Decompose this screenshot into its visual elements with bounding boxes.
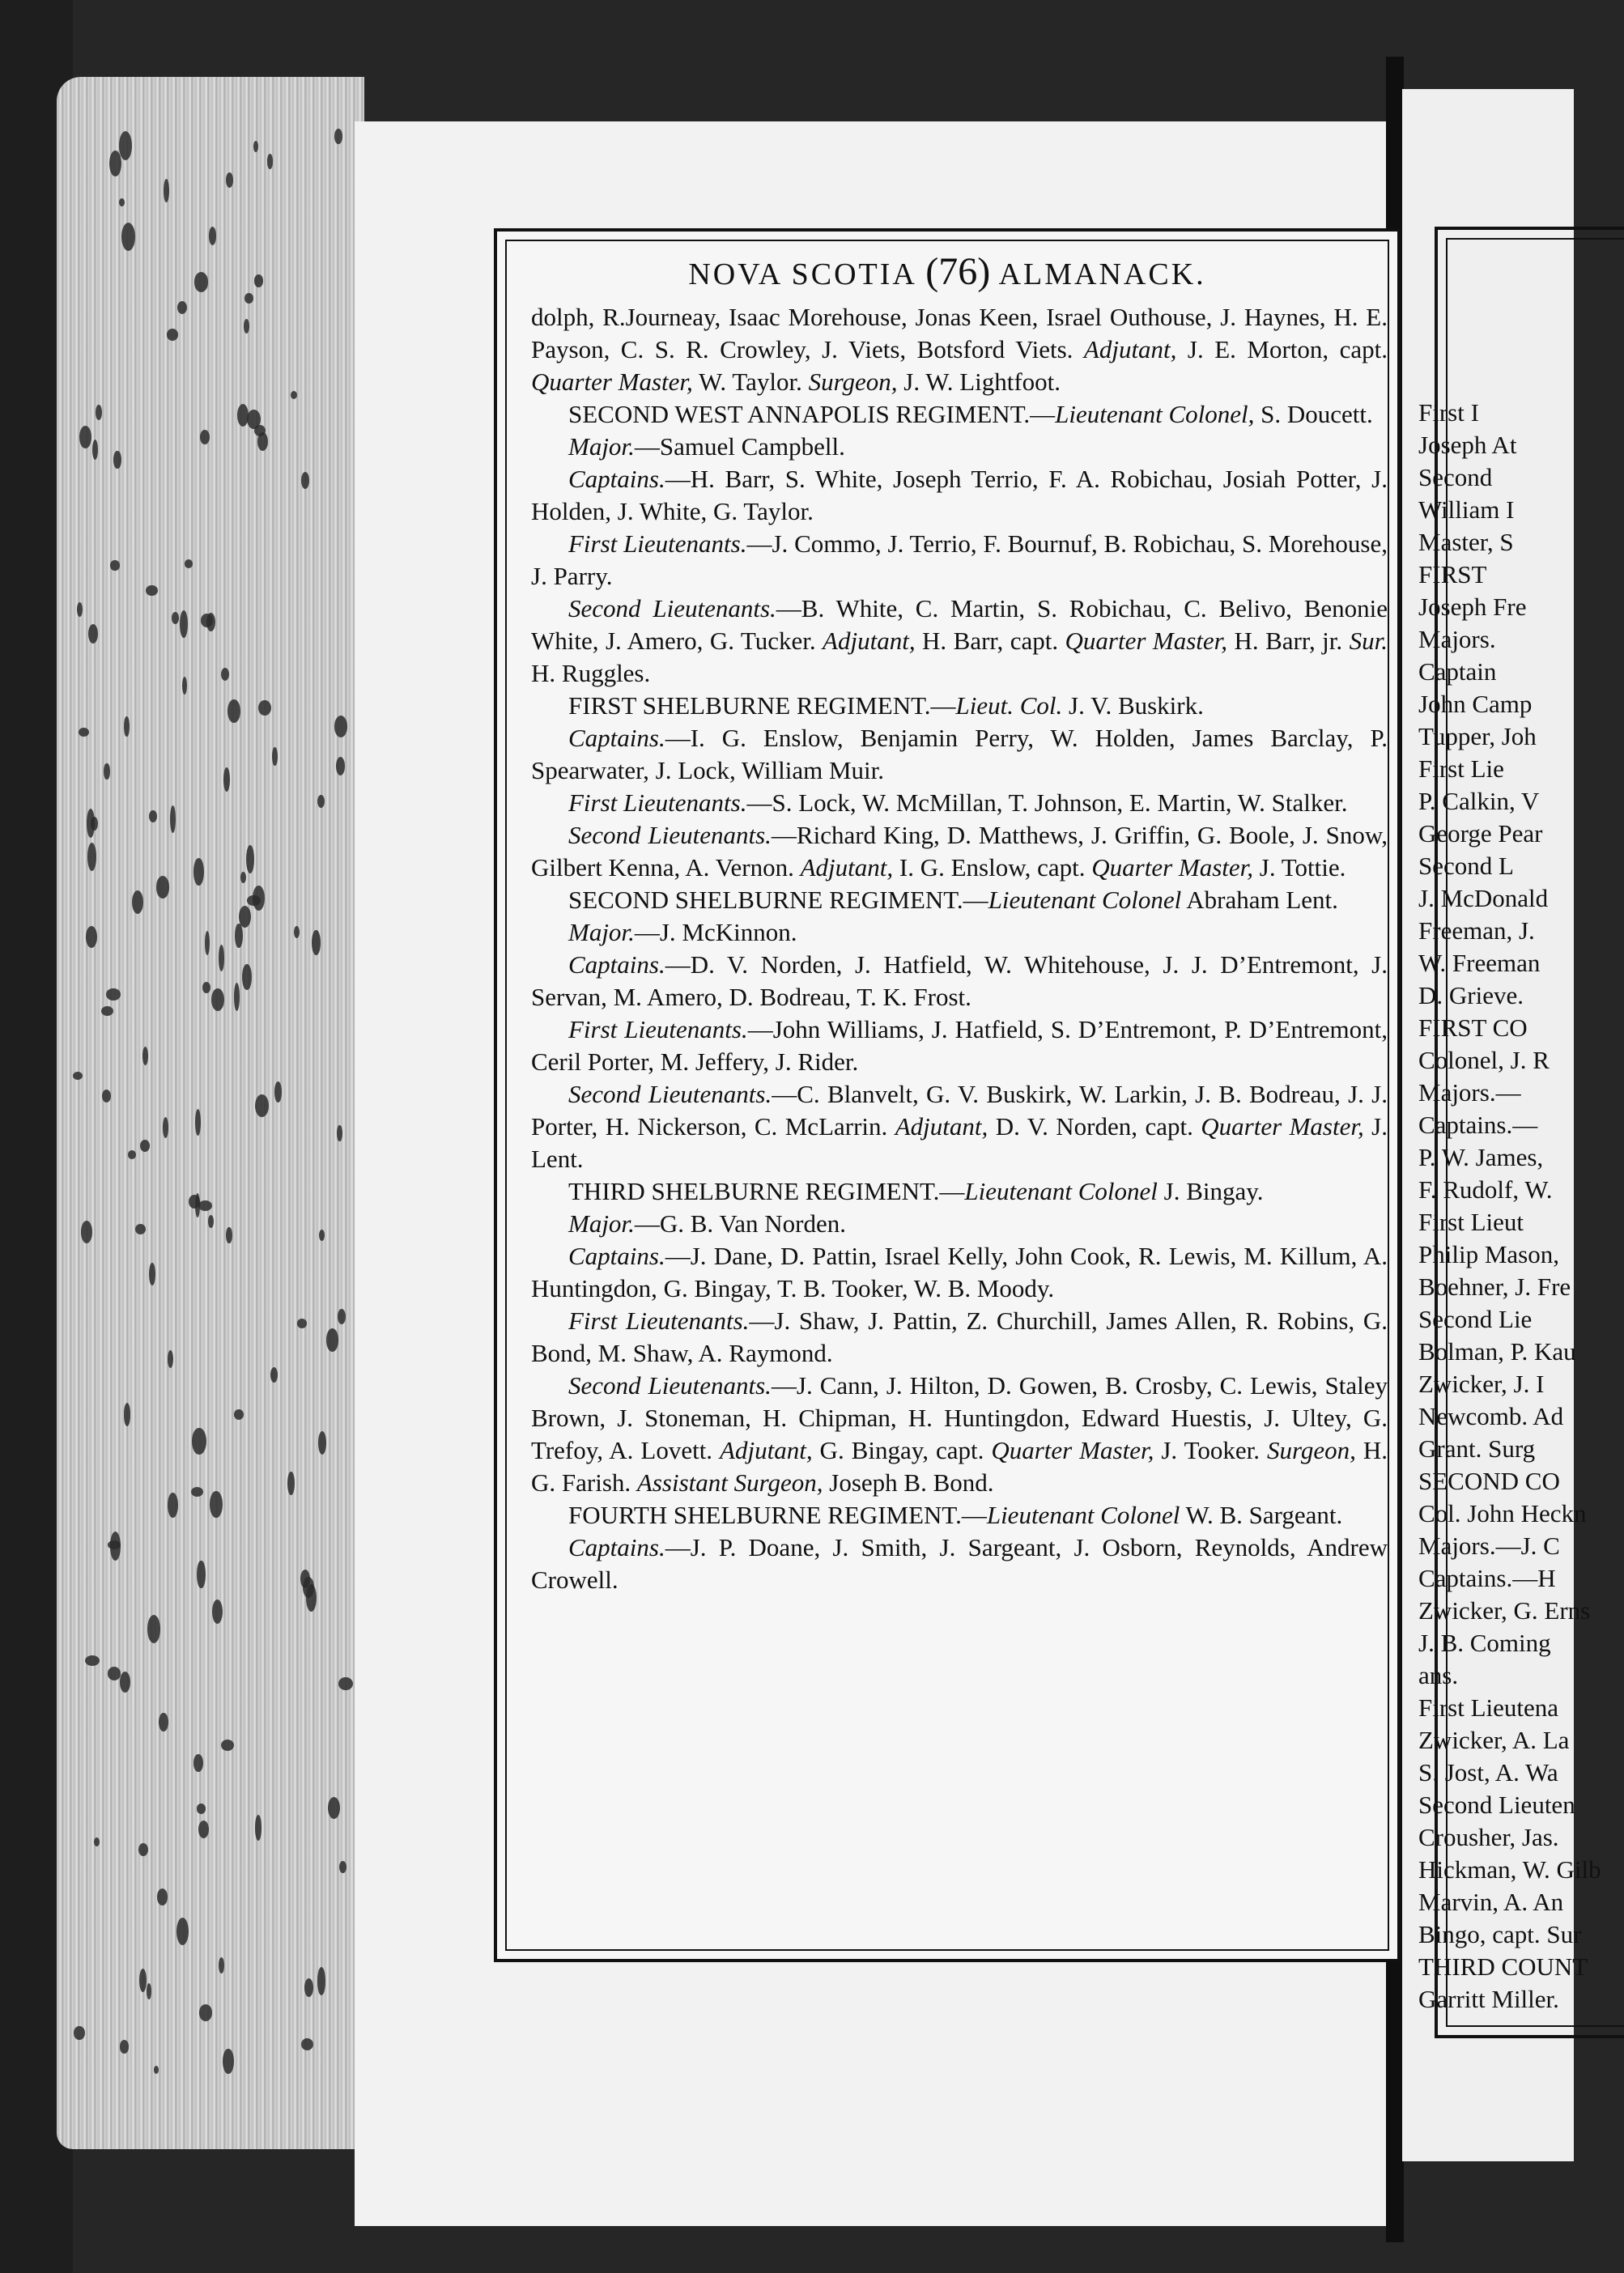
foxing-spot (85, 1655, 100, 1666)
foxing-spot (211, 988, 225, 1012)
right-page-line: Zwicker, G. Erns (1418, 1596, 1591, 1625)
foxing-spot (146, 585, 158, 596)
right-page-line: F. Rudolf, W. (1418, 1175, 1553, 1204)
paragraph (531, 463, 1388, 528)
foxing-spot (128, 1150, 136, 1159)
italic-label: Captains. (568, 724, 665, 752)
right-page-line: Hickman, W. Gilb (1418, 1855, 1601, 1884)
foxing-spot (176, 1918, 189, 1945)
right-page-line: D. Grieve. (1418, 981, 1524, 1009)
running-header (497, 249, 1397, 294)
foxing-spot (102, 1090, 111, 1103)
foxing-spot (326, 1328, 338, 1351)
paragraph (531, 431, 1388, 463)
foxing-spot (88, 624, 98, 644)
text-run: H. Ruggles. (531, 659, 651, 687)
foxing-spot (205, 931, 210, 955)
italic-label: First Lieutenants. (568, 529, 747, 558)
text-run: I. G. Enslow, capt. (893, 853, 1092, 882)
foxing-spot (167, 329, 178, 341)
foxing-spot (244, 293, 253, 304)
italic-label: Quarter Master, (1065, 627, 1228, 655)
italic-label: Second Lieutenants. (568, 594, 776, 622)
paragraph (531, 1078, 1388, 1175)
text-run: —I. G. Enslow, Benjamin Perry, W. Holden, James Barclay, P. Spearwater, J. Lock, William Muir. (531, 724, 1388, 784)
foxing-spot (87, 809, 95, 837)
text-run: J. Lent. (531, 1112, 1388, 1173)
text-run: J. Tottie. (1253, 853, 1346, 882)
foxing-spot (246, 845, 254, 873)
foxing-spot (209, 227, 216, 245)
text-run: —J. Cann, J. Hilton, D. Gowen, B. Crosby, C. Lewis, Staley Brown, J. Stoneman, H. Chipman, H. Huntingdon, Edward Huestis, J. Ultey, G. Trefoy, A. Lovett. (531, 1371, 1388, 1464)
right-page-line: Col. John Heckn (1418, 1499, 1587, 1527)
foxing-spot (74, 2026, 84, 2039)
text-run: J. V. Buskirk. (1062, 691, 1204, 720)
italic-label: Major. (568, 918, 635, 946)
foxing-spot (223, 767, 230, 792)
text-run: THIRD SHELBURNE REGIMENT.— (568, 1177, 965, 1205)
foxing-spot (198, 1821, 209, 1838)
foxing-spot (110, 1532, 121, 1560)
foxing-spot (239, 906, 251, 928)
foxing-spot (272, 747, 277, 766)
foxing-spot (219, 945, 224, 971)
right-page (1402, 89, 1601, 2161)
page-edges (57, 77, 364, 2149)
foxing-spot (121, 223, 135, 251)
right-page-line: Second Lieuten (1418, 1791, 1575, 1819)
text-run: —G. B. Van Norden. (634, 1209, 847, 1238)
italic-label: Adjutant, (1083, 335, 1177, 363)
paragraph (531, 1305, 1388, 1370)
foxing-spot (328, 1797, 340, 1819)
foxing-spot (139, 1969, 147, 1992)
foxing-spot (149, 1263, 155, 1285)
italic-label: Adjutant, (720, 1436, 813, 1464)
foxing-spot (221, 668, 229, 681)
right-page-line: Zwicker, A. La (1418, 1726, 1570, 1754)
text-run: Abraham Lent. (1181, 886, 1338, 914)
text-run: —C. Blanvelt, G. V. Buskirk, W. Larkin, J. B. Bodreau, J. J. Porter, H. Nickerson, C. McLarrin. (531, 1080, 1388, 1141)
foxing-spot (208, 1215, 214, 1228)
foxing-spot (195, 1193, 200, 1217)
foxing-spot (318, 1431, 326, 1455)
foxing-spot (96, 405, 102, 420)
text-run: SECOND WEST ANNAPOLIS REGIMENT.— (568, 400, 1056, 428)
right-page-line: S. Jost, A. Wa (1418, 1758, 1558, 1787)
right-page-line: Majors.—J. C (1418, 1532, 1560, 1560)
text-run: G. Bingay, capt. (812, 1436, 992, 1464)
right-page-text (1418, 397, 1601, 2016)
right-page-line: Crousher, Jas. (1418, 1823, 1559, 1851)
foxing-spot (334, 129, 342, 143)
foxing-spot (267, 154, 274, 168)
paragraph (531, 528, 1388, 593)
foxing-spot (182, 677, 187, 695)
right-page-line: Colonel, J. R (1418, 1046, 1550, 1074)
right-page-line: J. McDonald (1418, 884, 1549, 912)
italic-label: First Lieutenants. (568, 788, 747, 817)
right-page-line: Joseph At (1418, 431, 1517, 459)
foxing-spot (210, 1491, 222, 1519)
foxing-spot (138, 1843, 148, 1856)
foxing-spot (319, 1230, 325, 1241)
text-run: Joseph B. Bond. (823, 1468, 994, 1497)
paragraph (531, 1208, 1388, 1240)
foxing-spot (339, 1861, 346, 1873)
text-run: —B. White, C. Martin, S. Robichau, C. Belivo, Benonie White, J. Amero, G. Tucker. (531, 594, 1388, 655)
right-page-line: John Camp (1418, 690, 1533, 718)
foxing-spot (124, 716, 129, 737)
italic-label: Adjutant, (895, 1112, 988, 1141)
foxing-spot (157, 1889, 168, 1905)
italic-label: Surgeon, (1266, 1436, 1356, 1464)
right-page-line: First Lieutena (1418, 1693, 1559, 1722)
text-run: —J. P. Doane, J. Smith, J. Sargeant, J. Osborn, Reynolds, Andrew Crowell. (531, 1533, 1388, 1594)
text-run: dolph, R.Journeay, Isaac Morehouse, Jonas Keen, Israel Outhouse, J. Haynes, H. E. Payson, C. S. R. Crowley, J. Viets, Botsford Viets. (531, 303, 1388, 363)
foxing-spot (234, 983, 240, 1012)
paragraph (531, 1532, 1388, 1596)
text-run: W. Taylor. (692, 368, 809, 396)
foxing-spot (255, 1815, 262, 1841)
right-page-line: Bingo, capt. Sur (1418, 1920, 1582, 1948)
foxing-spot (106, 988, 120, 1001)
paragraph (531, 1499, 1388, 1532)
italic-label: Sur. (1349, 627, 1388, 655)
foxing-spot (191, 1487, 203, 1497)
foxing-spot (193, 858, 203, 886)
foxing-spot (304, 1978, 313, 1997)
right-page-line: George Pear (1418, 819, 1543, 848)
right-page-line: Boehner, J. Fre (1418, 1272, 1571, 1301)
foxing-spot (154, 2066, 159, 2075)
right-page-line: THIRD COUNT (1418, 1952, 1588, 1981)
right-page-line: J. B. Coming (1418, 1629, 1551, 1657)
italic-label: Quarter Master, (531, 368, 693, 396)
foxing-spot (254, 274, 264, 287)
right-page-line: Captains.—H (1418, 1564, 1556, 1592)
foxing-spot (156, 876, 170, 899)
right-page-line: Second (1418, 463, 1493, 491)
foxing-spot (197, 1804, 206, 1813)
italic-label: Lieutenant Colonel (964, 1177, 1158, 1205)
foxing-spot (226, 1227, 232, 1243)
header-left: NOVA SCOTIA (688, 257, 916, 291)
foxing-spot (86, 926, 97, 948)
paragraph (531, 949, 1388, 1013)
foxing-spot (202, 982, 211, 993)
foxing-spot (135, 1224, 146, 1234)
paragraph (531, 1175, 1388, 1208)
foxing-spot (73, 1072, 83, 1080)
paragraph (531, 916, 1388, 949)
right-page-line: FIRST CO (1418, 1013, 1528, 1042)
body-text (531, 301, 1388, 1596)
foxing-spot (255, 1094, 269, 1117)
italic-label: Lieutenant Colonel, (1055, 400, 1255, 428)
text-run: —Richard King, D. Matthews, J. Griffin, G. Boole, J. Snow, Gilbert Kenna, A. Vernon. (531, 821, 1388, 882)
right-page-line: Bolman, P. Kau (1418, 1337, 1576, 1366)
foxing-spot (197, 1561, 205, 1588)
header-right: ALMANACK. (998, 257, 1206, 291)
foxing-spot (287, 1472, 294, 1495)
right-page-line: Captain (1418, 657, 1497, 686)
paragraph (531, 819, 1388, 884)
right-page-line: Joseph Fre (1418, 593, 1527, 621)
text-run: —J. Dane, D. Pattin, Israel Kelly, John Cook, R. Lewis, M. Killum, A. Huntingdon, G. Bingay, T. B. Tooker, W. B. Moody. (531, 1242, 1388, 1302)
right-page-line: Freeman, J. (1418, 916, 1535, 945)
right-page-line: P. W. James, (1418, 1143, 1544, 1171)
text-run: SECOND SHELBURNE REGIMENT.— (568, 886, 988, 914)
foxing-spot (113, 451, 121, 469)
foxing-spot (140, 1140, 151, 1153)
paragraph (531, 1370, 1388, 1499)
text-run: J. Tooker. (1154, 1436, 1267, 1464)
foxing-spot (303, 1577, 314, 1597)
page-number: (76) (925, 250, 991, 293)
foxing-spot (221, 1740, 234, 1751)
foxing-spot (338, 1309, 346, 1324)
foxing-spot (227, 699, 240, 724)
italic-label: Second Lieutenants. (568, 821, 772, 849)
right-page-line: Tupper, Joh (1418, 722, 1537, 750)
foxing-spot (336, 757, 345, 775)
foxing-spot (119, 198, 125, 207)
text-run: H. G. Farish. (531, 1436, 1388, 1497)
italic-label: Surgeon, (808, 368, 898, 396)
italic-label: Quarter Master, (1201, 1112, 1364, 1141)
foxing-spot (297, 1319, 307, 1328)
text-run: FIRST SHELBURNE REGIMENT.— (568, 691, 956, 720)
paragraph (531, 787, 1388, 819)
foxing-spot (108, 1667, 121, 1680)
text-run: —John Williams, J. Hatfield, S. D’Entremont, P. D’Entremont, Ceril Porter, M. Jeffery, J. Rider. (531, 1015, 1388, 1076)
foxing-spot (234, 1409, 244, 1419)
paragraph (531, 593, 1388, 690)
right-page-line: Captains.— (1418, 1111, 1538, 1139)
foxing-spot (185, 559, 193, 568)
foxing-spot (81, 1221, 92, 1243)
foxing-spot (120, 2040, 129, 2053)
text-run: —D. V. Norden, J. Hatfield, W. Whitehouse, J. J. D’Entremont, J. Servan, M. Amero, D. Bodreau, T. K. Frost. (531, 950, 1388, 1011)
right-page-line: William I (1418, 495, 1515, 524)
text-run: J. E. Morton, capt. (1176, 335, 1388, 363)
italic-label: Captains. (568, 1242, 665, 1270)
foxing-spot (235, 924, 242, 948)
text-run: —J. McKinnon. (634, 918, 797, 946)
paragraph (531, 722, 1388, 787)
text-run: —H. Barr, S. White, Joseph Terrio, F. A. Robichau, Josiah Potter, J. Holden, J. White, G. Taylor. (531, 465, 1388, 525)
text-run: —J. Shaw, J. Pattin, Z. Churchill, James Allen, R. Robins, G. Bond, M. Shaw, A. Raymond. (531, 1306, 1388, 1367)
foxing-spot (337, 1125, 342, 1141)
foxing-spot (119, 131, 132, 160)
foxing-spot (177, 301, 187, 314)
italic-label: Second Lieutenants. (568, 1080, 772, 1108)
foxing-spot (159, 1713, 168, 1731)
italic-label: Adjutant, (823, 627, 916, 655)
text-run: H. Barr, jr. (1227, 627, 1350, 655)
foxing-spot (149, 810, 157, 822)
right-page-line: P. Calkin, V (1418, 787, 1540, 815)
foxing-spot (79, 728, 89, 737)
foxing-spot (94, 1838, 100, 1847)
foxing-spot (199, 2004, 213, 2021)
foxing-spot (334, 716, 348, 737)
paragraph (531, 301, 1388, 398)
italic-label: Quarter Master, (1091, 853, 1254, 882)
foxing-spot (192, 1428, 206, 1455)
foxing-spot (101, 1006, 113, 1016)
right-page-line: First I (1418, 398, 1479, 427)
text-run: W. B. Sargeant. (1180, 1501, 1343, 1529)
foxing-spot (258, 700, 271, 716)
paragraph (531, 884, 1388, 916)
foxing-spot (109, 151, 121, 177)
italic-label: Captains. (568, 1533, 665, 1561)
text-run: S. Doucett. (1254, 400, 1373, 428)
foxing-spot (132, 890, 143, 914)
text-run: D. V. Norden, capt. (988, 1112, 1201, 1141)
foxing-spot (274, 1081, 282, 1103)
italic-label: Lieut. Col. (955, 691, 1063, 720)
right-page-line: FIRST (1418, 560, 1487, 588)
italic-label: Quarter Master, (991, 1436, 1154, 1464)
foxing-spot (104, 763, 109, 780)
italic-label: Assistant Surgeon, (636, 1468, 823, 1497)
right-page-line: First Lieut (1418, 1208, 1524, 1236)
page-frame (494, 228, 1401, 1962)
text-run: J. W. Lightfoot. (897, 368, 1061, 396)
italic-label: Second Lieutenants. (568, 1371, 772, 1400)
foxing-spot (172, 612, 179, 623)
right-page-line: Second Lie (1418, 1305, 1533, 1333)
italic-label: First Lieutenants. (568, 1015, 748, 1043)
italic-label: Captains. (568, 465, 665, 493)
foxing-spot (317, 795, 325, 808)
foxing-spot (195, 1109, 201, 1136)
italic-label: Adjutant, (800, 853, 894, 882)
foxing-spot (87, 843, 97, 872)
text-run: J. Bingay. (1157, 1177, 1264, 1205)
right-page-line: ans. (1418, 1661, 1459, 1689)
foxing-spot (92, 440, 98, 460)
right-page-line: Zwicker, J. I (1418, 1370, 1545, 1398)
right-page-line: Second L (1418, 852, 1514, 880)
foxing-spot (124, 1403, 131, 1426)
foxing-spot (244, 319, 249, 334)
right-page-line: Majors. (1418, 625, 1496, 653)
right-page-line: Grant. Surg (1418, 1434, 1536, 1463)
foxing-spot (180, 610, 188, 638)
foxing-spot (301, 2038, 313, 2050)
text-run: —Samuel Campbell. (634, 432, 845, 461)
right-page-line: Master, S (1418, 528, 1514, 556)
foxing-spot (168, 1350, 173, 1368)
foxing-spot (164, 179, 169, 202)
right-page-line: First Lie (1418, 754, 1504, 783)
text-run: H. Barr, capt. (915, 627, 1065, 655)
foxing-spot (193, 1754, 202, 1771)
foxing-spot (77, 602, 83, 617)
foxing-spot (291, 391, 297, 399)
italic-label: Captains. (568, 950, 665, 979)
foxing-spot (338, 1677, 352, 1690)
paragraph (531, 690, 1388, 722)
paragraph (531, 1013, 1388, 1078)
foxing-spot (226, 172, 234, 188)
foxing-spot (219, 1957, 224, 1973)
foxing-spot (253, 141, 258, 153)
foxing-spot (147, 1983, 151, 1999)
paragraph (531, 1240, 1388, 1305)
text-run: —J. Commo, J. Terrio, F. Bournuf, B. Robichau, S. Morehouse, J. Parry. (531, 529, 1388, 590)
foxing-spot (294, 926, 300, 938)
foxing-spot (120, 1672, 130, 1692)
right-page-line: Majors.— (1418, 1078, 1521, 1107)
foxing-spot (223, 2049, 234, 2075)
italic-label: First Lieutenants. (568, 1306, 750, 1335)
foxing-spot (168, 1493, 178, 1518)
right-page-line: W. Freeman (1418, 949, 1541, 977)
foxing-spot (317, 1967, 326, 1995)
foxing-spot (147, 1615, 160, 1643)
italic-label: Major. (568, 432, 635, 461)
foxing-spot (242, 964, 252, 991)
foxing-spot (142, 1047, 148, 1065)
foxing-spot (79, 426, 91, 448)
foxing-spot (194, 272, 209, 291)
right-page-line: Philip Mason, (1418, 1240, 1559, 1268)
right-page-line: Garritt Miller. (1418, 1985, 1559, 2013)
paragraph (531, 398, 1388, 431)
foxing-spot (312, 930, 321, 955)
foxing-spot (247, 410, 261, 429)
italic-label: Lieutenant Colonel (986, 1501, 1180, 1529)
foxing-spot (200, 430, 210, 444)
right-page-line: Newcomb. Ad (1418, 1402, 1564, 1430)
foxing-spot (198, 1200, 212, 1211)
foxing-spot (110, 560, 119, 570)
text-run: FOURTH SHELBURNE REGIMENT.— (568, 1501, 987, 1529)
right-page-line: SECOND CO (1418, 1467, 1560, 1495)
foxing-spot (270, 1367, 278, 1383)
foxing-spot (163, 1117, 168, 1138)
foxing-spot (247, 895, 260, 905)
italic-label: Lieutenant Colonel (988, 886, 1182, 914)
foxing-spot (240, 872, 246, 883)
italic-label: Major. (568, 1209, 635, 1238)
foxing-spot (170, 805, 176, 833)
text-run: —S. Lock, W. McMillan, T. Johnson, E. Martin, W. Stalker. (746, 788, 1348, 817)
foxing-spot (301, 472, 309, 489)
foxing-spot (212, 1600, 223, 1624)
right-page-line: Marvin, A. An (1418, 1888, 1564, 1916)
